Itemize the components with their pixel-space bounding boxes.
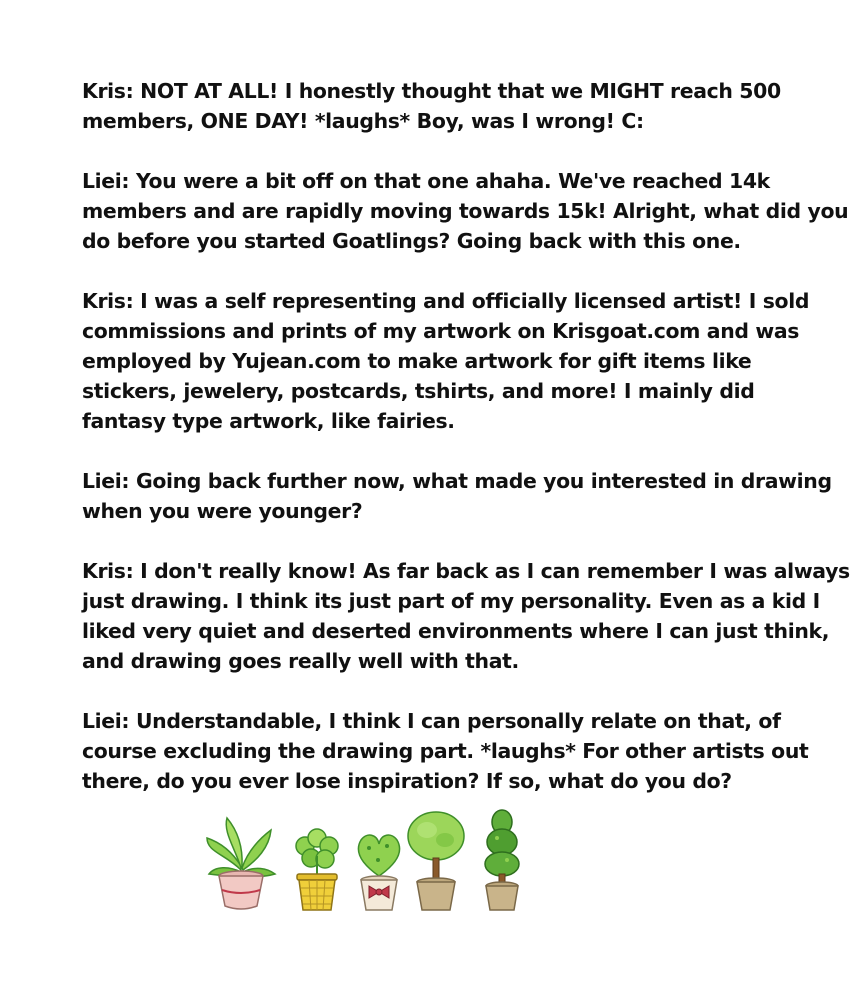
text-line: commissions and prints of my artwork on Krisgoat.com and was: [82, 319, 800, 343]
paragraph-liei-question-1: [82, 166, 849, 256]
text-line: Liei: Going back further now, what made you interested in drawing: [82, 469, 832, 493]
clover-plant-yellow-basket-icon: [289, 826, 345, 912]
text-line: Kris: I was a self representing and officially licensed artist! I sold: [82, 289, 810, 313]
text-line: stickers, jewelery, postcards, tshirts, and more! I mainly did: [82, 379, 755, 403]
paragraph-liei-question-2: [82, 466, 832, 526]
interview-text: [82, 76, 850, 826]
text-line: Liei: You were a bit off on that one ahaha. We've reached 14k: [82, 169, 770, 193]
text-line: when you were younger?: [82, 499, 363, 523]
text-line: Kris: I don't really know! As far back as I can remember I was always: [82, 559, 850, 583]
paragraph-kris-answer-2: [82, 286, 810, 436]
text-line: and drawing goes really well with that.: [82, 649, 519, 673]
text-line: members and are rapidly moving towards 15k! Alright, what did you: [82, 199, 849, 223]
text-line: just drawing. I think its just part of my personality. Even as a kid I: [82, 589, 820, 613]
text-line: fantasy type artwork, like fairies.: [82, 409, 455, 433]
paragraph-kris-answer-1: [82, 76, 781, 136]
text-line: Liei: Understandable, I think I can personally relate on that, of: [82, 709, 781, 733]
leafy-plant-pink-pot-icon: [205, 814, 277, 912]
paragraph-liei-question-3: [82, 706, 809, 796]
text-line: there, do you ever lose inspiration? If so, what do you do?: [82, 769, 732, 793]
tiered-topiary-tree-icon: [477, 808, 527, 912]
text-line: employed by Yujean.com to make artwork for gift items like: [82, 349, 752, 373]
heart-topiary-bow-pot-icon: [351, 826, 407, 912]
text-line: members, ONE DAY! *laughs* Boy, was I wrong! C:: [82, 109, 644, 133]
text-line: Kris: NOT AT ALL! I honestly thought that we MIGHT reach 500: [82, 79, 781, 103]
text-line: course excluding the drawing part. *laughs* For other artists out: [82, 739, 809, 763]
round-topiary-tree-icon: [405, 808, 467, 912]
potted-plants-decoration: [205, 808, 525, 912]
paragraph-kris-answer-3: [82, 556, 850, 676]
text-line: liked very quiet and deserted environments where I can just think,: [82, 619, 830, 643]
text-line: do before you started Goatlings? Going back with this one.: [82, 229, 741, 253]
